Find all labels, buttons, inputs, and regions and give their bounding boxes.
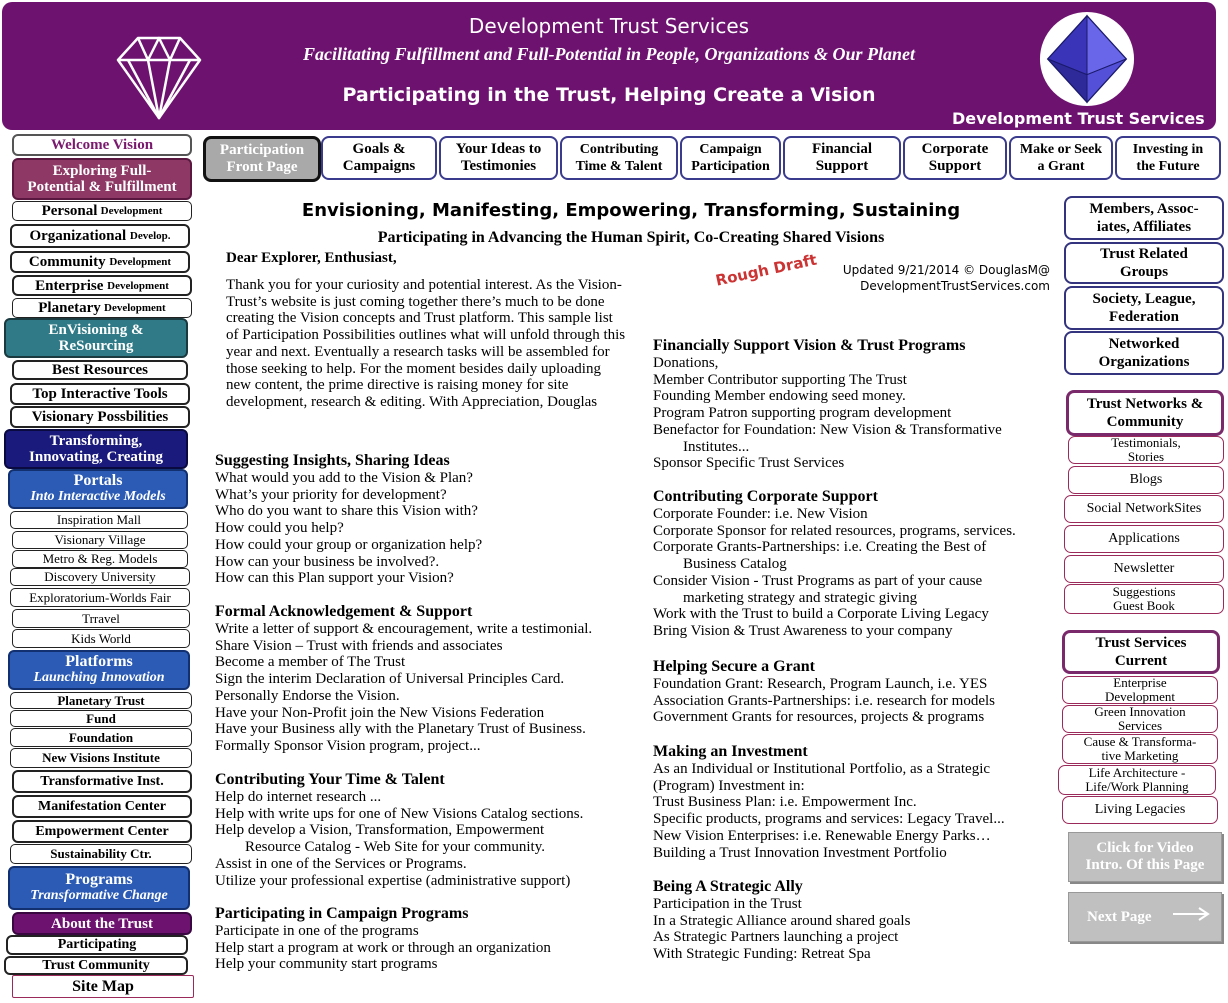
nav-about-trust[interactable] [12, 912, 192, 935]
nav-exploring[interactable] [12, 158, 192, 200]
nav-label: iates, Affiliates [1096, 219, 1192, 235]
nav-label: Social NetworkSites [1086, 501, 1202, 516]
nav-label: Fund [86, 710, 116, 726]
nav-programs[interactable] [8, 866, 190, 910]
nav-label: Society, League, [1092, 291, 1196, 307]
nav-label: Programs [65, 871, 133, 888]
section-item: Formally Sponsor Vision program, project... [215, 737, 481, 754]
section-item: Founding Member endowing seed money. [653, 388, 906, 405]
section-item: Work with the Trust to build a Corporate Living Legacy [653, 606, 989, 623]
section-item: Corporate Founder: i.e. New Vision [653, 506, 868, 522]
nav-label: Metro & Reg. Models [42, 551, 158, 566]
nav-society-league-federation[interactable] [1064, 286, 1224, 330]
section-item: Foundation Grant: Research, Program Launch, i.e. YES [653, 676, 988, 692]
nav-label: Members, Assoc- [1089, 201, 1199, 217]
tab-label: Time & Talent [575, 159, 663, 174]
tab-participation-front-page[interactable] [203, 136, 321, 182]
section-item: Personally Endorse the Vision. [215, 687, 400, 704]
nav-green-innovation-services[interactable] [1062, 705, 1218, 733]
nav-label: Community [28, 254, 106, 270]
tab-contributing-time-talent[interactable] [560, 136, 678, 180]
nav-suggestions-guest-book[interactable] [1064, 584, 1224, 614]
nav-label: Enterprise [35, 277, 104, 294]
section-item: Donations, [653, 355, 719, 371]
section-item: What’s your priority for development? [215, 486, 447, 503]
nav-community-development[interactable] [10, 251, 190, 273]
section-item: How can this Plan support your Vision? [215, 570, 454, 587]
nav-trust-related-groups[interactable] [1064, 242, 1224, 284]
section-item: Assist in one of the Services or Programs. [215, 855, 467, 872]
nav-label: Empowerment Center [35, 823, 169, 839]
section-item: marketing strategy and strategic giving [683, 589, 918, 606]
nav-transforming[interactable] [4, 429, 188, 469]
nav-label: Testimonials, [1111, 435, 1181, 450]
nav-label: tive Marketing [1101, 748, 1179, 763]
site-tagline: Facilitating Fulfillment and Full-Potential in People, Organizations & Our Planet [302, 44, 916, 64]
nav-label: Life/Work Planning [1085, 779, 1189, 794]
section-item: (Program) Investment in: [653, 777, 805, 794]
nav-label: Blogs [1129, 472, 1163, 487]
nav-label: Development [104, 302, 166, 314]
nav-living-legacies[interactable] [1062, 796, 1218, 824]
arrow-right-icon [1173, 907, 1211, 921]
nav-newsletter[interactable] [1064, 555, 1224, 583]
nav-label: Kids World [71, 630, 131, 646]
section-item: Trust Business Plan: i.e. Empowerment Inc. [653, 794, 917, 811]
tab-label: the Future [1136, 159, 1200, 174]
tab-ideas-testimonies[interactable] [439, 136, 558, 180]
nav-label: Personal [41, 203, 98, 219]
section-contributing-time-talent [215, 771, 583, 889]
section-suggesting-insights [215, 452, 482, 587]
nav-label: Trust Services [1095, 635, 1187, 651]
nav-platform-item[interactable] [12, 770, 192, 793]
nav-label: Development [100, 205, 163, 217]
nav-trust-services-current[interactable] [1062, 630, 1220, 674]
section-item: How could you help? [215, 520, 344, 537]
section-item: Building a Trust Innovation Investment Portfolio [653, 844, 947, 861]
tab-label: Support [815, 158, 869, 174]
nav-platform-item[interactable] [10, 748, 192, 768]
section-corporate-support [653, 488, 1016, 640]
nav-portal-item[interactable] [10, 568, 190, 586]
nav-label: Site Map [72, 977, 134, 995]
brand-name: Development Trust Services [952, 109, 1205, 128]
nav-label: EnVisioning & [48, 322, 144, 338]
nav-label: Development [1104, 689, 1176, 704]
updated-notice [830, 262, 1050, 294]
greeting: Dear Explorer, Enthusiast, [226, 250, 397, 266]
video-intro-button[interactable] [1068, 832, 1222, 882]
nav-envisioning-resourcing[interactable] [4, 318, 188, 358]
tab-label: Testimonies [460, 158, 537, 174]
nav-label: Launching Innovation [33, 670, 165, 685]
nav-label: Participating [57, 937, 137, 952]
section-item: Help develop a Vision, Transformation, Empowerment [215, 822, 545, 839]
section-item: Help do internet research ... [215, 789, 382, 805]
section-formal-acknowledgement [215, 603, 592, 755]
nav-portal-item[interactable] [12, 531, 188, 549]
tab-label: Front Page [226, 159, 298, 175]
section-item: Resource Catalog - Web Site for your community. [245, 839, 545, 856]
nav-visionary-possibilities[interactable] [10, 406, 190, 428]
section-title: Helping Secure a Grant [653, 658, 815, 675]
nav-label: Organizations [1098, 354, 1190, 370]
nav-life-architecture[interactable] [1058, 765, 1216, 795]
tab-label: Make or Seek [1019, 142, 1103, 157]
section-title: Being A Strategic Ally [653, 878, 803, 895]
section-item: What would you add to the Vision & Plan? [215, 470, 473, 486]
section-item: Government Grants for resources, projects & programs [653, 709, 985, 726]
section-title: Participating in Campaign Programs [215, 905, 469, 922]
nav-platform-item[interactable] [10, 844, 192, 864]
section-item: Corporate Sponsor for related resources, programs, services. [653, 522, 1016, 539]
nav-label: Transformative Inst. [40, 773, 164, 789]
nav-platform-item[interactable] [12, 795, 192, 818]
content-heading: Envisioning, Manifesting, Empowering, Transforming, Sustaining [301, 200, 961, 221]
section-item: Who do you want to share this Vision with? [215, 503, 478, 520]
section-item: Bring Vision & Trust Awareness to your company [653, 622, 953, 639]
nav-site-map[interactable] [12, 975, 194, 998]
tab-make-seek-grant[interactable] [1009, 136, 1113, 180]
next-page-button[interactable] [1068, 892, 1222, 942]
nav-label: Sustainability Ctr. [50, 846, 152, 861]
section-item: Write a letter of support & encouragement, write a testimonial. [215, 621, 593, 637]
tab-label: Participation [219, 142, 305, 158]
nav-label: Inspiration Mall [56, 512, 142, 527]
tab-label: Investing in [1132, 142, 1204, 157]
nav-platform-item[interactable] [10, 710, 192, 727]
section-financial-support [653, 337, 1002, 472]
button-label: Next Page [1087, 908, 1152, 925]
section-title: Financially Support Vision & Trust Programs [653, 337, 966, 354]
tab-investing-future[interactable] [1115, 136, 1221, 180]
nav-label: Transformative Change [30, 888, 168, 903]
nav-label: Groups [1119, 264, 1169, 280]
section-item: Program Patron supporting program development [653, 405, 952, 422]
nav-label: Exploratorium-Worlds Fair [29, 589, 171, 605]
section-title: Making an Investment [653, 743, 808, 760]
nav-label: Stories [1127, 449, 1165, 464]
nav-portals[interactable] [8, 469, 188, 509]
nav-portal-item[interactable] [12, 609, 190, 628]
section-item: How can your business be involved?. [215, 553, 440, 570]
section-item: Share Vision – Trust with friends and associates [215, 637, 503, 654]
section-item: Help with write ups for one of New Visions Catalog sections. [215, 805, 584, 822]
section-item: Member Contributor supporting The Trust [653, 371, 907, 388]
section-item: How could your group or organization help? [215, 536, 483, 553]
nav-label: Suggestions [1112, 584, 1176, 599]
nav-label: Living Legacies [1094, 802, 1186, 817]
nav-planetary-development[interactable] [12, 298, 192, 318]
tab-label: Financial [811, 141, 872, 157]
section-item: Consider Vision - Trust Programs as part of your cause [653, 572, 983, 589]
nav-label: Transforming, [49, 433, 143, 449]
section-item: Become a member of The Trust [215, 654, 406, 671]
section-item: Help start a program at work or through an organization [215, 939, 551, 956]
nav-welcome-vision[interactable] [12, 134, 192, 156]
nav-platform-item[interactable] [12, 820, 192, 843]
nav-label: Visionary Village [54, 532, 146, 547]
nav-label: ReSourcing [58, 338, 134, 354]
content-subheading: Participating in Advancing the Human Spirit, Co-Creating Shared Visions [377, 229, 885, 246]
tab-label: Participation [691, 159, 770, 174]
button-label: Intro. Of this Page [1085, 857, 1205, 873]
nav-portal-item[interactable] [12, 629, 190, 648]
nav-portal-item[interactable] [12, 550, 188, 568]
nav-members-associates[interactable] [1064, 196, 1224, 240]
section-item: Sponsor Specific Trust Services [653, 455, 845, 472]
section-item: Participate in one of the programs [215, 923, 419, 939]
rough-draft-stamp: Rough Draft [714, 250, 819, 290]
section-item: Corporate Grants-Partnerships: i.e. Creating the Best of [653, 539, 987, 556]
updated-line: DevelopmentTrustServices.com [860, 279, 1050, 293]
nav-label: Development [107, 279, 169, 292]
nav-label: Exploring Full- [52, 163, 152, 179]
nav-label: Federation [1109, 309, 1179, 325]
nav-label: Foundation [68, 729, 134, 745]
section-item: Specific products, programs and services: Legacy Travel... [653, 811, 1005, 828]
nav-label: Planetary Trust [57, 692, 145, 708]
tab-label: Your Ideas to [455, 141, 542, 157]
tab-label: Corporate [921, 141, 989, 157]
section-item: Sign the interim Declaration of Universal Principles Card. [215, 671, 565, 688]
nav-label: Cause & Transforma- [1083, 734, 1197, 749]
section-title: Suggesting Insights, Sharing Ideas [215, 452, 450, 469]
nav-label: Trust Related [1100, 246, 1188, 262]
section-item: As Strategic Partners launching a project [653, 929, 899, 946]
nav-label: Potential & Fulfillment [27, 179, 177, 195]
section-item: With Strategic Funding: Retreat Spa [653, 946, 871, 963]
section-item: New Vision Enterprises: i.e. Renewable Energy Parks… [653, 827, 991, 844]
nav-platform-item[interactable] [10, 692, 192, 709]
nav-label: Guest Book [1113, 598, 1175, 613]
nav-trust-community[interactable] [4, 956, 188, 975]
tab-label: Campaign [699, 142, 762, 157]
tab-campaign-participation[interactable] [680, 136, 781, 180]
section-item: As an Individual or Institutional Portfolio, as a Strategic [653, 761, 991, 777]
section-item: Institutes... [683, 438, 750, 455]
nav-label: Organizational [29, 228, 127, 244]
nav-label: Top Interactive Tools [32, 386, 168, 402]
nav-label: Best Resources [52, 362, 148, 378]
nav-label: Platforms [65, 653, 133, 670]
nav-label: Discovery University [44, 569, 156, 584]
nav-label: Portals [73, 472, 123, 489]
section-item: Business Catalog [683, 556, 787, 573]
site-title: Development Trust Services [468, 14, 750, 38]
nav-label: Trravel [82, 610, 120, 626]
section-strategic-ally [653, 878, 910, 963]
tab-financial-support[interactable] [783, 136, 901, 180]
nav-label: Trust Networks & [1086, 396, 1204, 412]
nav-label: Develop. [129, 230, 171, 242]
nav-top-interactive-tools[interactable] [10, 383, 190, 405]
section-item: Have your Business ally with the Planetary Trust of Business. [215, 721, 586, 738]
nav-enterprise-development[interactable] [12, 275, 192, 296]
tab-label: Goals & [352, 141, 406, 157]
nav-platform-item[interactable] [10, 728, 192, 747]
page-subtitle: Participating in the Trust, Helping Create a Vision [342, 84, 876, 106]
nav-cause-transformative-marketing[interactable] [1062, 734, 1218, 764]
nav-label: Services [1117, 718, 1163, 733]
nav-testimonials-stories[interactable] [1068, 436, 1224, 464]
section-item: Help your community start programs [215, 956, 438, 973]
nav-participating[interactable] [6, 935, 188, 955]
nav-label: Life Architecture - [1088, 765, 1186, 780]
nav-networked-organizations[interactable] [1064, 331, 1224, 375]
nav-personal-development[interactable] [12, 201, 192, 221]
nav-label: Welcome Vision [50, 137, 154, 153]
tab-label: Campaigns [342, 158, 416, 174]
nav-portal-item[interactable] [10, 511, 188, 529]
section-item: Benefactor for Foundation: New Vision & Transformative [653, 421, 1002, 438]
nav-enterprise-development-service[interactable] [1062, 676, 1218, 704]
nav-trust-networks-community[interactable] [1066, 390, 1224, 436]
nav-label: Into Interactive Models [30, 489, 166, 504]
nav-label: Community [1106, 414, 1184, 430]
tab-label: Support [928, 158, 982, 174]
nav-label: Current [1114, 653, 1168, 669]
nav-best-resources[interactable] [12, 360, 188, 380]
section-item: Participation in the Trust [653, 896, 802, 912]
site-header [2, 2, 1216, 130]
intro-paragraph: Thank you for your curiosity and potential interest. As the Vision-Trust’s website is just coming together there’s much to be done creating the Vision concepts and Trust platform. This sample list of Participation Possibilities outlines what will unfold through this year and next. Eventually a research tasks will be assembled for those seeking to help. For the moment besides daily uploading new content, the prime directive is raising money for site development, research & editing. With Appreciation, Douglas [226, 277, 626, 410]
nav-label: Visionary Possbilities [31, 409, 169, 425]
tab-label: a Grant [1037, 159, 1085, 174]
section-item: In a Strategic Alliance around shared goals [653, 912, 911, 929]
section-making-investment [653, 743, 1005, 861]
section-title: Contributing Corporate Support [653, 488, 878, 505]
nav-platforms[interactable] [8, 650, 190, 690]
section-campaign-programs [215, 905, 551, 973]
nav-label: Development [109, 256, 172, 268]
section-item: Utilize your professional expertise (administrative support) [215, 872, 571, 889]
nav-label: Applications [1108, 531, 1180, 546]
octahedron-logo-icon [1038, 10, 1136, 108]
section-title: Formal Acknowledgement & Support [215, 603, 473, 620]
nav-organizational-development[interactable] [10, 224, 190, 248]
nav-label: About the Trust [51, 915, 153, 932]
tab-goals-campaigns[interactable] [321, 136, 437, 180]
nav-social-network-sites[interactable] [1064, 495, 1224, 523]
section-secure-grant [653, 658, 995, 726]
nav-applications[interactable] [1064, 525, 1224, 553]
section-item: Association Grants-Partnerships: i.e. research for models [653, 692, 995, 709]
nav-label: New Visions Institute [42, 750, 160, 765]
tab-corporate-support[interactable] [903, 136, 1007, 180]
nav-label: Enterprise [1113, 675, 1167, 690]
section-item: Have your Non-Profit join the New Visions Federation [215, 704, 545, 721]
updated-line: Updated 9/21/2014 © DouglasM@ [842, 263, 1050, 277]
nav-label: Newsletter [1113, 561, 1175, 576]
nav-portal-item[interactable] [10, 588, 190, 607]
nav-blogs[interactable] [1068, 466, 1224, 494]
nav-label: Manifestation Center [38, 798, 166, 814]
tab-label: Contributing [579, 142, 659, 157]
button-label: Click for Video [1096, 840, 1194, 856]
nav-label: Trust Community [42, 957, 150, 973]
nav-label: Innovating, Creating [29, 449, 163, 465]
section-title: Contributing Your Time & Talent [215, 771, 445, 788]
nav-label: Networked [1108, 336, 1180, 352]
nav-label: Green Innovation [1094, 704, 1186, 719]
nav-label: Planetary [38, 300, 101, 316]
